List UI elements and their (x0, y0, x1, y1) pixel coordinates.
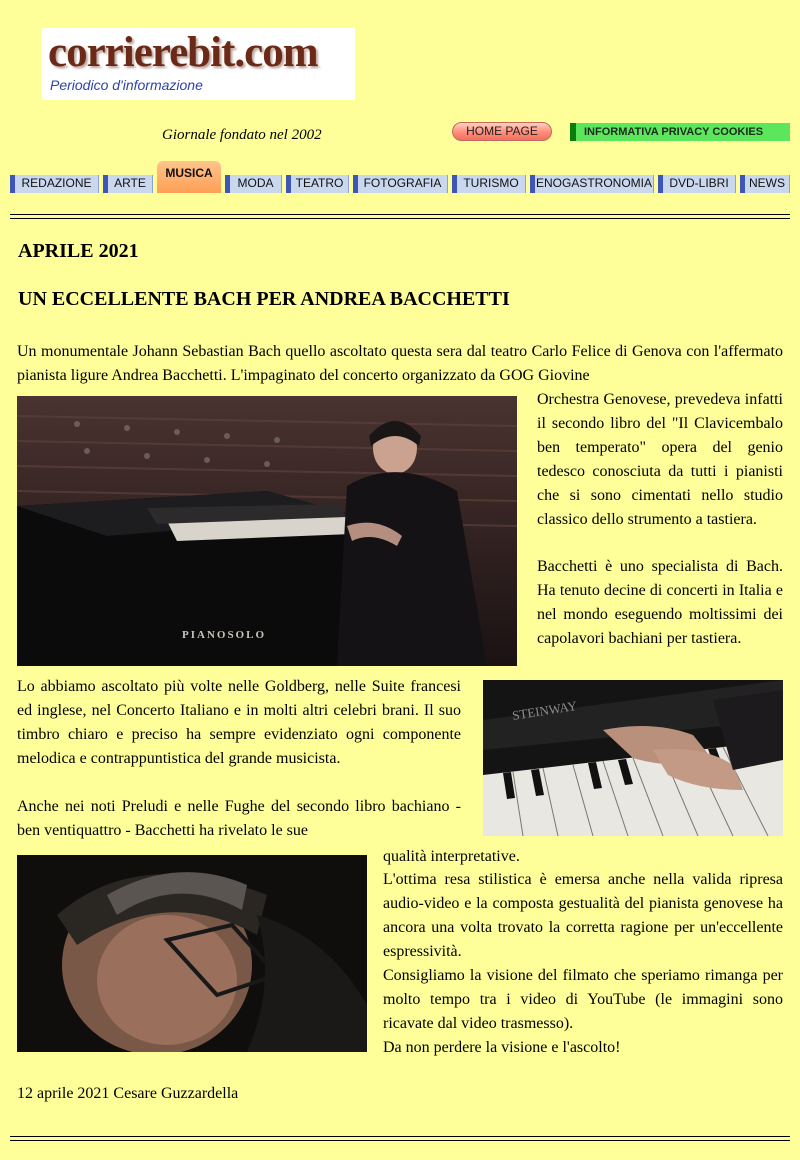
tab-musica-label: MUSICA (165, 166, 213, 180)
tab-arte[interactable]: ARTE (103, 175, 153, 193)
paragraph-non-perdere: Da non perdere la visione e l'ascolto! (383, 1039, 621, 1056)
paragraph-goldberg: Lo abbiamo ascoltato più volte nelle Goldberg, nelle Suite francesi ed inglese, nel Concerto Italiano e in molti altri celebri brani. Il suo timbro chiaro e preciso ha sempre evidenziato ogni componente melodica e contrappuntistica del grande musicista. (17, 678, 461, 767)
bottom-divider (10, 1136, 790, 1141)
pianist-at-piano-photo (17, 396, 517, 666)
paragraph-preludi: Anche nei noti Preludi e nelle Fughe del secondo libro bachiano - ben ventiquattro - Bacchetti ha rivelato le sue (17, 798, 461, 839)
article-signature: 12 aprile 2021 Cesare Guzzardella (17, 1085, 239, 1102)
paragraph-specialist: Bacchetti è uno specialista di Bach. Ha tenuto decine di concerti in Italia e nel mondo eseguendo moltissimi dei capolavori bachiani per tastiera. (537, 558, 783, 647)
tab-redazione[interactable]: REDAZIONE (10, 175, 99, 193)
tab-moda[interactable]: MODA (225, 175, 282, 193)
paragraph-resa: L'ottima resa stilistica è emersa anche nella valida ripresa audio-video e la composta gestualità del pianista genovese ha ancora una volta trovato la corretta ragione per un'eccellente espressività. (383, 871, 783, 960)
pianist-closeup-image (17, 855, 367, 1052)
tab-turismo[interactable]: TURISMO (452, 175, 526, 193)
paragraph-qualita: qualità interpretative. (383, 848, 520, 865)
paragraph-side-1: Orchestra Genovese, prevedeva infatti il secondo libro del "Il Clavicembalo ben temperato" opera del genio tedesco conosciuta da tutti i pianisti che si sono cimentati nello studio classico dello strumento a tastiera. (537, 391, 783, 528)
top-divider (10, 214, 790, 219)
tab-musica[interactable] (157, 161, 221, 193)
hands-on-keys-photo (483, 680, 783, 836)
hands-on-keys-image (483, 680, 783, 836)
tab-teatro[interactable]: TEATRO (286, 175, 349, 193)
founded-text: Giornale fondato nel 2002 (162, 127, 322, 143)
tab-dvd-libri[interactable]: DVD-LIBRI (658, 175, 736, 193)
logo-title: corrierebit.com (48, 29, 318, 76)
section-nav (0, 0, 800, 200)
article-title: UN ECCELLENTE BACH PER ANDREA BACCHETTI (18, 288, 510, 310)
pianist-at-piano-image (17, 396, 517, 666)
tab-fotografia[interactable]: FOTOGRAFIA (353, 175, 448, 193)
pianosolo-brand-text: PIANOSOLO (182, 629, 267, 641)
tab-enogastronomia[interactable]: ENOGASTRONOMIA (530, 175, 654, 193)
tab-news[interactable]: NEWS (740, 175, 790, 193)
logo-subtitle: Periodico d'informazione (50, 77, 203, 93)
privacy-cookies-button[interactable]: INFORMATIVA PRIVACY COOKIES (570, 123, 790, 141)
steinway-brand-text: STEINWAY (511, 697, 578, 723)
pianist-closeup-photo (17, 855, 367, 1052)
home-page-button[interactable]: HOME PAGE (452, 122, 552, 141)
paragraph-consigliamo: Consigliamo la visione del filmato che speriamo rimanga per molto tempo tra i video di YouTube (le immagini sono ricavate dal video trasmesso). (383, 967, 783, 1032)
date-heading: APRILE 2021 (18, 240, 139, 262)
paragraph-intro: Un monumentale Johann Sebastian Bach quello ascoltato questa sera dal teatro Carlo Felice di Genova con l'affermato pianista ligure Andrea Bacchetti. L'impaginato del concerto organizzato da GOG Giovine (17, 343, 783, 384)
